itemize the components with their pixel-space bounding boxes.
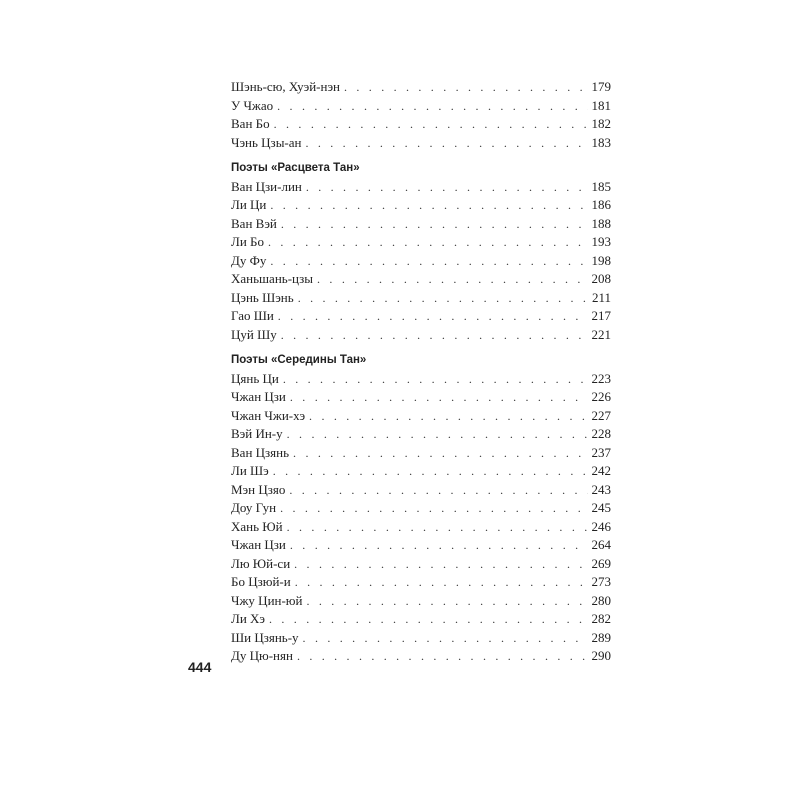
toc-entry [231,610,611,629]
entry-page: 290 [591,648,611,663]
toc-entry [231,444,611,463]
entry-page: 237 [591,444,611,460]
dot-leader [317,270,587,289]
toc-entry [231,370,611,389]
dot-leader [294,555,587,574]
dot-leader [344,78,588,97]
toc-entry [231,629,611,648]
toc-entry [231,388,611,407]
toc-entry [231,270,611,289]
toc-entry [231,481,611,500]
toc-entry [231,592,611,611]
entry-page: 185 [591,178,611,194]
dot-leader [268,233,588,252]
entry-name: Мэн Цзяо [231,481,286,497]
entry-name: Ду Фу [231,252,267,268]
dot-leader [306,592,587,611]
toc-entry [231,647,611,666]
toc-entry [231,178,611,197]
entry-page: 183 [591,134,611,150]
toc-entry [231,307,611,326]
toc-entry [231,233,611,252]
toc-entry [231,425,611,444]
dot-leader [305,134,587,153]
entry-page: 221 [591,326,611,342]
entry-page: 182 [591,116,611,131]
entry-name: Ван Бо [231,116,270,131]
entry-page: 243 [591,481,611,497]
dot-leader [287,518,588,537]
entry-name: Ханьшань-цзы [231,271,314,286]
entry-name: Ван Цзянь [231,444,290,460]
entry-name: Лю Юй-си [231,555,291,571]
entry-name: У Чжао [231,97,274,113]
dot-leader [283,370,588,389]
entry-page: 181 [591,97,611,113]
entry-name: Ван Цзи-лин [231,178,302,194]
toc-entry [231,555,611,574]
dot-leader [273,462,588,481]
entry-name: Ли Ци [231,197,267,212]
dot-leader [289,481,587,500]
entry-page: 289 [591,629,611,645]
entry-name: Чжан Цзи [231,537,286,552]
dot-leader [277,97,587,116]
entry-name: Вэй Ин-у [231,426,283,441]
dot-leader [309,407,587,426]
entry-page: 228 [591,426,611,441]
entry-page: 280 [591,592,611,608]
dot-leader [281,326,588,345]
entry-page: 264 [591,537,611,552]
entry-page: 193 [591,234,611,249]
dot-leader [298,289,588,308]
toc-entry [231,407,611,426]
entry-page: 223 [591,370,611,386]
dot-leader [297,647,588,666]
entry-page: 198 [591,252,611,268]
dot-leader [278,307,588,326]
entry-name: Ван Вэй [231,215,277,231]
entry-name: Шэнь-сю, Хуэй-нэн [231,79,340,94]
dot-leader [306,178,588,197]
entry-page: 282 [591,611,611,626]
dot-leader [280,499,587,518]
dot-leader [274,115,588,134]
dot-leader [281,215,588,234]
toc-entry [231,499,611,518]
toc-entry [231,518,611,537]
entry-page: 186 [591,197,611,212]
entry-page: 226 [591,389,611,404]
entry-page: 246 [591,518,611,534]
dot-leader [269,610,588,629]
toc-entry [231,215,611,234]
entry-name: Гао Ши [231,308,274,323]
toc-entry [231,252,611,271]
section-title: Поэты «Середины Тан» [231,354,367,366]
toc-entry [231,289,611,308]
entry-name: Чжан Чжи-хэ [231,407,306,423]
entry-name: Цуй Шу [231,326,277,342]
section-seredina-tan [231,351,611,666]
entry-page: 245 [591,500,611,515]
toc-entry [231,97,611,116]
page-number: 444 [188,659,212,675]
entry-page: 217 [591,308,611,323]
entry-page: 188 [591,215,611,231]
entry-page: 269 [591,555,611,571]
toc-entry [231,134,611,153]
entry-name: Чжу Цин-юй [231,592,303,608]
dot-leader [303,629,588,648]
toc-entry [231,462,611,481]
entry-page: 273 [591,574,611,589]
entry-page: 227 [591,407,611,423]
entry-name: Ши Цзянь-у [231,629,299,645]
entry-name: Цэнь Шэнь [231,289,294,305]
entry-name: Ли Хэ [231,611,265,626]
entry-name: Ли Шэ [231,463,269,478]
dot-leader [295,573,588,592]
entry-page: 242 [591,463,611,478]
dot-leader [290,536,588,555]
entry-name: Цянь Ци [231,370,279,386]
section-rastsvet-tan [231,159,611,344]
dot-leader [287,425,588,444]
toc-entry [231,573,611,592]
entry-name: Бо Цзюй-и [231,574,291,589]
toc-entry [231,536,611,555]
entry-name: Доу Гун [231,500,277,515]
entry-name: Ли Бо [231,234,264,249]
entry-page: 179 [591,79,611,94]
top-entries [231,78,611,152]
table-of-contents [231,78,611,666]
dot-leader [270,252,587,271]
entry-page: 208 [591,271,611,286]
dot-leader [290,388,588,407]
entry-name: Чжан Цзи [231,389,286,404]
toc-entry [231,326,611,345]
toc-entry [231,115,611,134]
entry-name: Хань Юй [231,518,283,534]
dot-leader [270,196,587,215]
entry-name: Чэнь Цзы-ан [231,134,302,150]
section-title: Поэты «Расцвета Тан» [231,162,360,174]
entry-page: 211 [591,289,611,305]
entry-name: Ду Цю-нян [231,648,293,663]
toc-entry [231,196,611,215]
toc-entry [231,78,611,97]
dot-leader [293,444,587,463]
